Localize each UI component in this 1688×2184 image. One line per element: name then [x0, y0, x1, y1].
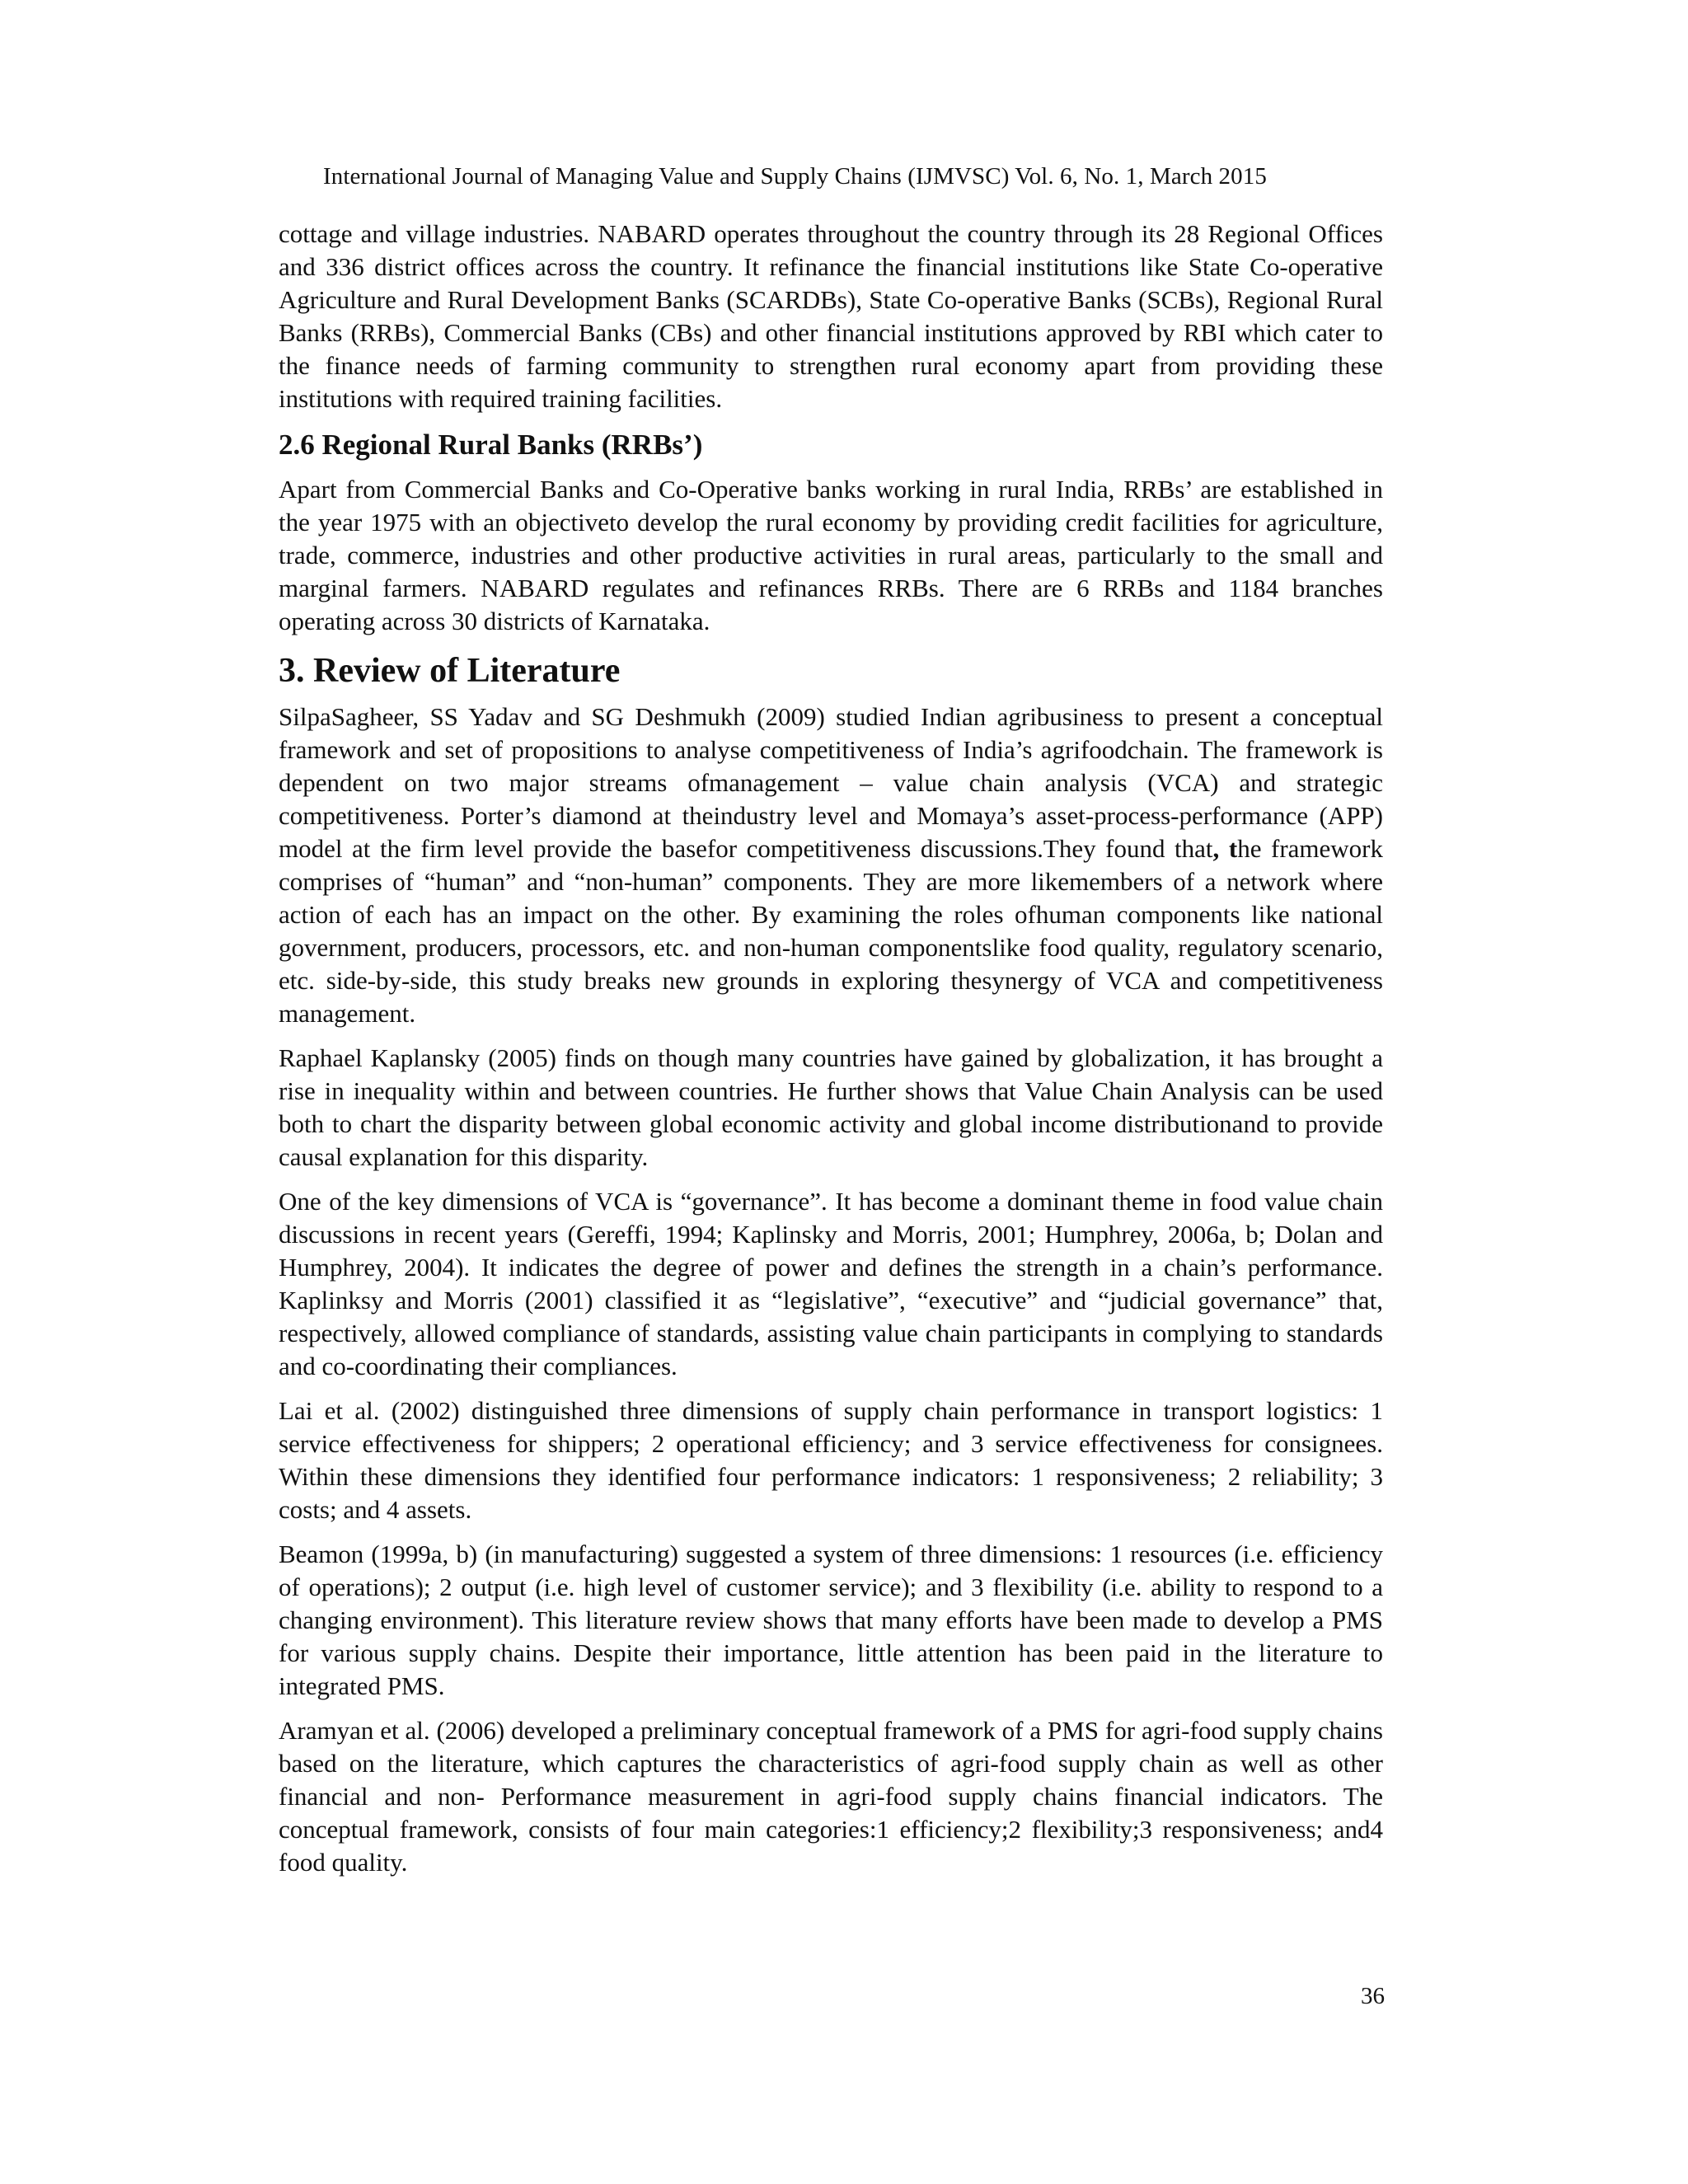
subsection-heading-rrbs: 2.6 Regional Rural Banks (RRBs’) — [279, 429, 703, 461]
page-number: 36 — [1361, 1983, 1385, 2009]
paragraph-aramyan: Aramyan et al. (2006) developed a preliminary conceptual framework of a PMS for agri-food supply chains based on the literature, which captures the characteristics of agri-food supply chain as well as other financial and non- Performance measurement in agri-food supply chains financial indicators. The conceptual framework, consists of four main categories:1 efficiency;2 flexibility;3 responsiveness; and4 food quality. — [279, 1716, 1383, 1877]
section-heading-review-of-literature: 3. Review of Literature — [279, 652, 621, 690]
paragraph-silpa-sagheer — [279, 701, 1383, 1030]
paragraph-beamon: Beamon (1999a, b) (in manufacturing) suggested a system of three dimensions: 1 resources (i.e. efficiency of operations); 2 output (i.e. high level of customer service); and 3 flexibility (i.e. ability to respond to a changing environment). This literature review shows that many efforts have been made to develop a PMS for various supply chains. Despite their importance, little attention has been paid in the literature to integrated PMS. — [279, 1540, 1383, 1700]
body-text — [279, 218, 1383, 1879]
paragraph-governance: One of the key dimensions of VCA is “governance”. It has become a dominant theme in food value chain discussions in recent years (Gereffi, 1994; Kaplinsky and Morris, 2001; Humphrey, 2006a, b; Dolan and Humphrey, 2004). It indicates the degree of power and defines the strength in a chain’s performance. Kaplinksy and Morris (2001) classified it as “legislative”, “executive” and “judicial governance” that, respectively, allowed compliance of standards, assisting value chain participants in complying to standards and co-coordinating their compliances. — [279, 1187, 1383, 1380]
running-header: International Journal of Managing Value and Supply Chains (IJMVSC) Vol. 6, No. 1, March 2015 — [323, 163, 1267, 190]
paragraph-nabard: cottage and village industries. NABARD operates throughout the country through its 28 Regional Offices and 336 district offices across the country. It refinance the financial institutions like State Co-operative Agriculture and Rural Development Banks (SCARDBs), State Co-operative Banks (SCBs), Regional Rural Banks (RRBs), Commercial Banks (CBs) and other financial institutions approved by RBI which cater to the finance needs of farming community to strengthen rural economy apart from providing these institutions with required training facilities. — [279, 219, 1383, 413]
paragraph-silpa-sagheer-bold-fragment: , t — [1212, 834, 1238, 863]
paragraph-silpa-sagheer-part2: he framework comprises of “human” and “non-human” components. They are more likemembers of a network where action of each has an impact on the other. By examining the roles ofhuman components like national government, producers, processors, etc. and non-human componentslike food quality, regulatory scenario, etc. side-by-side, this study breaks new grounds in exploring thesynergy of VCA and competitiveness management. — [279, 834, 1383, 1028]
paragraph-rrbs: Apart from Commercial Banks and Co-Operative banks working in rural India, RRBs’ are established in the year 1975 with an objectiveto develop the rural economy by providing credit facilities for agriculture, trade, commerce, industries and other productive activities in rural areas, particularly to the small and marginal farmers. NABARD regulates and refinances RRBs. There are 6 RRBs and 1184 branches operating across 30 districts of Karnataka. — [279, 475, 1383, 635]
paragraph-kaplinsky: Raphael Kaplansky (2005) finds on though many countries have gained by globalization, it has brought a rise in inequality within and between countries. He further shows that Value Chain Analysis can be used both to chart the disparity between global economic activity and global income distributionand to provide causal explanation for this disparity. — [279, 1043, 1383, 1171]
paragraph-silpa-sagheer-part1: SilpaSagheer, SS Yadav and SG Deshmukh (2009) studied Indian agribusiness to present a conceptual framework and set of propositions to analyse competitiveness of India’s agrifoodchain. The framework is dependent on two major streams ofmanagement – value chain analysis (VCA) and strategic competitiveness. Porter’s diamond at theindustry level and Momaya’s asset-process-performance (APP) model at the firm level provide the basefor competitiveness discussions.They found that — [279, 702, 1383, 863]
paragraph-lai: Lai et al. (2002) distinguished three dimensions of supply chain performance in transport logistics: 1 service effectiveness for shippers; 2 operational efficiency; and 3 service effectiveness for consignees. Within these dimensions they identified four performance indicators: 1 responsiveness; 2 reliability; 3 costs; and 4 assets. — [279, 1396, 1383, 1524]
